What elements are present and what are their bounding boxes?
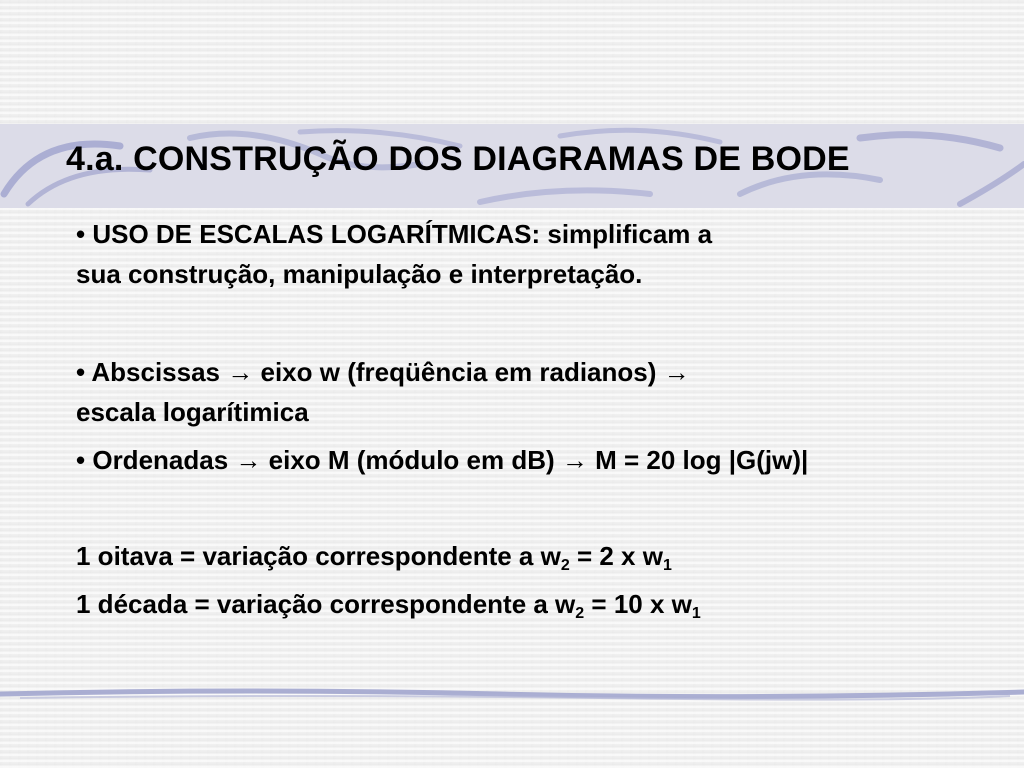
abscissas-label: Abscissas [91, 357, 221, 387]
arrow-right-icon: → [227, 357, 254, 387]
decada-text: 1 década = variação correspondente a w [76, 589, 576, 619]
bullet-rest: sua construção, manipulação e interpretação. [76, 259, 643, 289]
oitava-text: 1 oitava = variação correspondente a w [76, 541, 561, 571]
arrow-right-icon: → [663, 357, 690, 387]
arrow-right-icon: → [561, 445, 588, 475]
definition-decada [76, 584, 956, 624]
bullet-marker: • [76, 357, 86, 387]
ordenadas-formula: M = 20 log |G(jw)| [595, 445, 809, 475]
bullet-abscissas [76, 352, 956, 432]
decada-mid: = 10 x w [584, 589, 692, 619]
oitava-mid: = 2 x w [569, 541, 663, 571]
oitava-subscript-2: 2 [560, 557, 570, 574]
decada-subscript-2: 2 [575, 605, 585, 622]
decada-subscript-1: 1 [691, 605, 701, 622]
slide-title: 4.a. CONSTRUÇÃO DOS DIAGRAMAS DE BODE [66, 140, 850, 178]
ordenadas-axis: eixo M (módulo em dB) [268, 445, 555, 475]
ordenadas-label: Ordenadas [92, 445, 229, 475]
abscissas-axis: eixo w (freqüência em radianos) [260, 357, 657, 387]
bottom-divider [0, 682, 1024, 706]
bullet-lead: USO DE ESCALAS LOGARÍTMICAS: simplificam a [92, 219, 713, 249]
bullet-log-scales [76, 214, 956, 294]
definition-oitava [76, 536, 956, 576]
bullet-marker: • [76, 445, 86, 475]
oitava-subscript-1: 1 [662, 557, 672, 574]
bullet-ordenadas [76, 440, 956, 480]
slide-content [76, 214, 956, 624]
bullet-marker: • [76, 219, 86, 249]
arrow-right-icon: → [235, 445, 262, 475]
abscissas-scale: escala logarítimica [76, 397, 309, 427]
